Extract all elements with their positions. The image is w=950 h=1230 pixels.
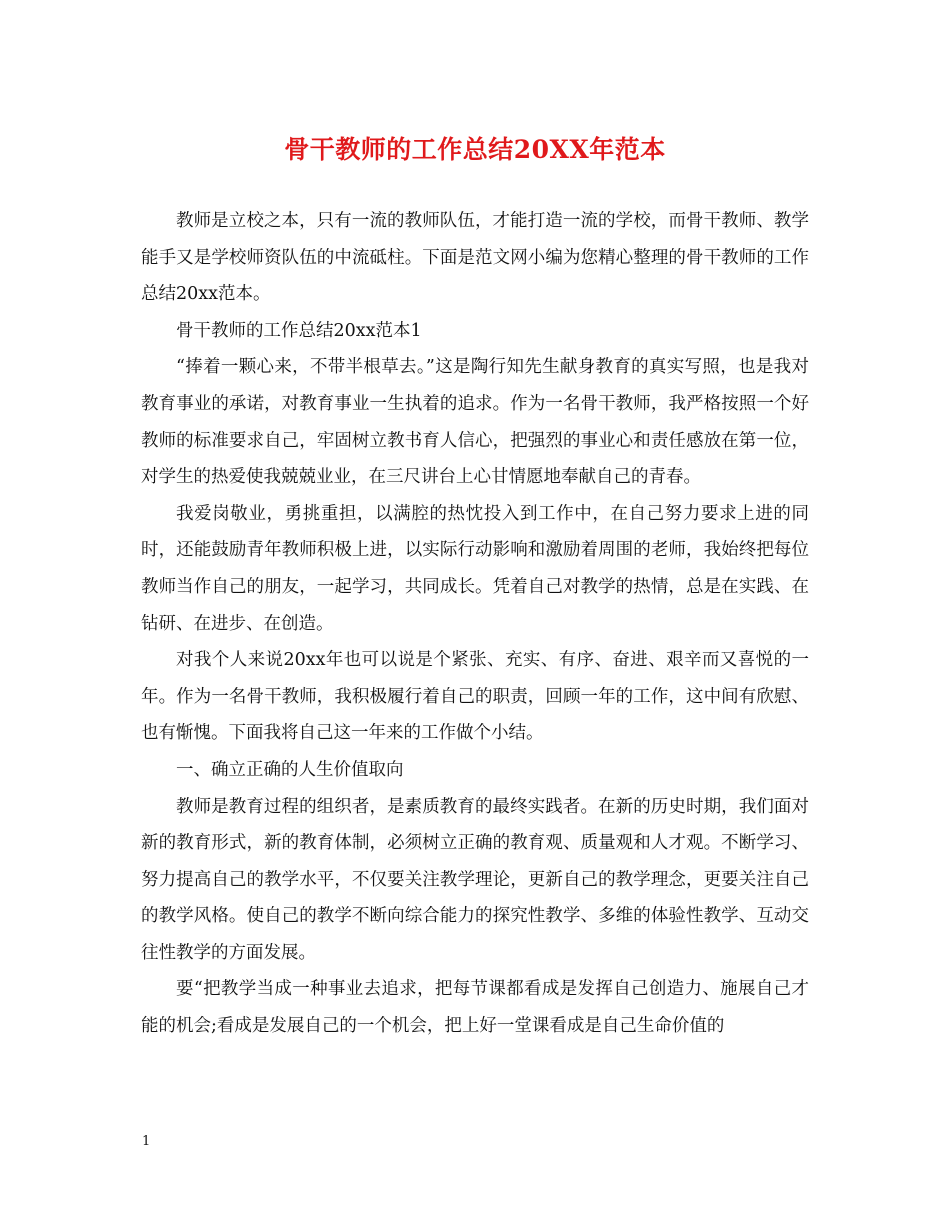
document-body [141,203,809,1045]
paragraph-year-summary: 对我个人来说20xx年也可以说是个紧张、充实、有序、奋进、艰辛而又喜悦的一年。作为一名骨干教师，我积极履行着自己的职责，回顾一年的工作，这中间有欣慰、也有惭愧。下面我将自己这一年来的工作做个小结。 [141,650,809,744]
paragraph-quote: “捧着一颗心来，不带半根草去。”这是陶行知先生献身教育的真实写照，也是我对教育事业的承诺，对教育事业一生执着的追求。作为一名骨干教师，我严格按照一个好教师的标准要求自己，牢固树立教书育人信心，把强烈的事业心和责任感放在第一位，对学生的热爱使我兢兢业业，在三尺讲台上心甘情愿地奉献自己的青春。 [141,357,809,488]
section-heading: 一、确立正确的人生价值取向 [176,759,404,780]
paragraph-dedication: 我爱岗敬业，勇挑重担，以满腔的热忱投入到工作中，在自己努力要求上进的同时，还能鼓励青年教师积极上进，以实际行动影响和激励着周围的老师，我始终把每位教师当作自己的朋友，一起学习，共同成长。凭着自己对教学的热情，总是在实践、在钻研、在进步、在创造。 [141,503,809,634]
paragraph-intro: 教师是立校之本，只有一流的教师队伍，才能打造一流的学校，而骨干教师、教学能手又是学校师资队伍的中流砥柱。下面是范文网小编为您精心整理的骨干教师的工作总结20xx范本。 [141,211,809,305]
paragraph-teacher-role: 教师是教育过程的组织者，是素质教育的最终实践者。在新的历史时期，我们面对新的教育形式，新的教育体制，必须树立正确的教育观、质量观和人才观。不断学习、努力提高自己的教学水平，不仅要关注教学理论，更新自己的教学理念，更要关注自己的教学风格。使自己的教学不断向综合能力的探究性教学、多维的体验性教学、互动交往性教学的方面发展。 [141,796,809,963]
paragraph-career: 要“把教学当成一种事业去追求，把每节课都看成是发挥自己创造力、施展自己才能的机会;看成是发展自己的一个机会，把上好一堂课看成是自己生命价值的 [141,979,809,1037]
document-title: 骨干教师的工作总结20XX年范本 [284,135,666,164]
page-number: 1 [142,1134,151,1149]
paragraph-subtitle: 骨干教师的工作总结20xx范本1 [176,320,422,341]
